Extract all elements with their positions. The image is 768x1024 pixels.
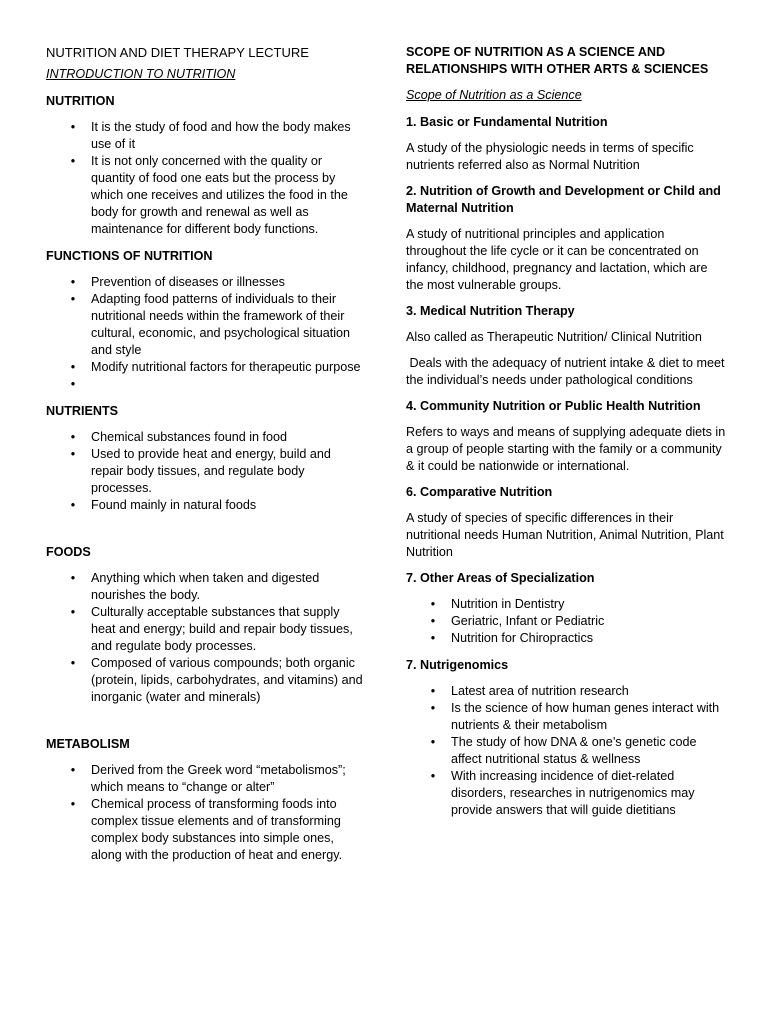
list-item: • Anything which when taken and digested nourishes the body. — [46, 570, 364, 604]
bullet-icon: • — [70, 154, 76, 168]
bullet-icon: • — [70, 120, 76, 134]
list-item: • Used to provide heat and energy, build and repair body tissues, and regulate body processes. — [46, 446, 364, 497]
foods-list — [46, 570, 364, 706]
list-item: • With increasing incidence of diet-related disorders, researches in nutrigenomics may provide answers that will guide dietitians — [406, 768, 728, 819]
list-item: • Culturally acceptable substances that supply heat and energy; build and repair body tissues, and regulate body processes. — [46, 604, 364, 655]
metabolism-list — [46, 762, 364, 864]
foods-heading: FOODS — [46, 545, 91, 559]
section-text-community: Refers to ways and means of supplying adequate diets in a group of people starting with the family or a community & it could be nationwide or international. — [406, 425, 726, 473]
section-heading-basic: 1. Basic or Fundamental Nutrition — [406, 115, 608, 129]
section-text-medical-2: Deals with the adequacy of nutrient intake & diet to meet the individual’s needs under pathological conditions — [406, 356, 729, 387]
bullet-icon: • — [70, 292, 76, 306]
list-item: • It is the study of food and how the body makes use of it — [46, 119, 364, 153]
bullet-icon: • — [70, 360, 76, 374]
section-heading-comparative: 6. Comparative Nutrition — [406, 485, 553, 499]
bullet-icon: • — [70, 605, 76, 619]
bullet-icon: • — [430, 735, 436, 749]
section-heading-growth: 2. Nutrition of Growth and Development or Child and Maternal Nutrition — [406, 184, 721, 215]
bullet-icon: • — [430, 701, 436, 715]
section-text-comparative: A study of species of specific differences in their nutritional needs Human Nutrition, Animal Nutrition, Plant Nutrition — [406, 511, 724, 559]
list-item: • Chemical process of transforming foods into complex tissue elements and of transforming complex body substances into simple ones, along with the production of heat and energy. — [46, 796, 364, 864]
bullet-icon: • — [430, 631, 436, 645]
left-column — [46, 44, 364, 874]
bullet-icon: • — [70, 763, 76, 777]
list-item: • Nutrition for Chiropractics — [406, 630, 728, 647]
nutrients-heading: NUTRIENTS — [46, 404, 119, 418]
list-item: • Derived from the Greek word “metabolismos”; which means to “change or alter” — [46, 762, 364, 796]
right-column — [406, 44, 728, 829]
bullet-icon: • — [430, 684, 436, 698]
nutrition-heading: NUTRITION — [46, 94, 115, 108]
bullet-icon: • — [70, 377, 76, 391]
list-item: • It is not only concerned with the quality or quantity of food one eats but the process by which one receives and utilizes the food in the body for growth and renewal as well as maintenance for different body functions. — [46, 153, 364, 238]
nutrition-list — [46, 119, 364, 238]
section-heading-medical: 3. Medical Nutrition Therapy — [406, 304, 575, 318]
scope-heading: SCOPE OF NUTRITION AS A SCIENCE AND RELATIONSHIPS WITH OTHER ARTS & SCIENCES — [406, 45, 709, 76]
bullet-icon: • — [430, 769, 436, 783]
nutrigenomics-list — [406, 683, 728, 819]
section-heading-nutrigenomics: 7. Nutrigenomics — [406, 658, 509, 672]
bullet-icon: • — [70, 447, 76, 461]
list-item — [46, 376, 364, 393]
scope-subheading: Scope of Nutrition as a Science — [406, 88, 582, 102]
intro-subtitle: INTRODUCTION TO NUTRITION — [46, 67, 236, 81]
bullet-icon: • — [70, 571, 76, 585]
list-item: • Modify nutritional factors for therapeutic purpose — [46, 359, 364, 376]
metabolism-heading: METABOLISM — [46, 737, 130, 751]
bullet-icon: • — [430, 597, 436, 611]
list-item: • Composed of various compounds; both organic (protein, lipids, carbohydrates, and vitamins) and inorganic (water and minerals) — [46, 655, 364, 706]
bullet-icon: • — [70, 656, 76, 670]
section-heading-specialization: 7. Other Areas of Specialization — [406, 571, 595, 585]
bullet-icon: • — [70, 275, 76, 289]
section-text-basic: A study of the physiologic needs in terms of specific nutrients referred also as Normal Nutrition — [406, 141, 694, 172]
section-text-growth: A study of nutritional principles and application throughout the life cycle or it can be concentrated on infancy, childhood, pregnancy and lactation, which are the most vulnerable groups. — [406, 227, 708, 292]
list-item: • The study of how DNA & one’s genetic code affect nutritional status & wellness — [406, 734, 728, 768]
specialization-list — [406, 596, 728, 647]
list-item: • Found mainly in natural foods — [46, 497, 364, 514]
list-item: • Adapting food patterns of individuals to their nutritional needs within the framework of their cultural, economic, and psychological situation and style — [46, 291, 364, 359]
section-text-medical-1: Also called as Therapeutic Nutrition/ Clinical Nutrition — [406, 330, 702, 344]
functions-heading: FUNCTIONS OF NUTRITION — [46, 249, 213, 263]
document-title: NUTRITION AND DIET THERAPY LECTURE — [46, 45, 309, 60]
bullet-icon: • — [70, 498, 76, 512]
nutrients-list — [46, 429, 364, 514]
list-item: • Chemical substances found in food — [46, 429, 364, 446]
list-item: • Prevention of diseases or illnesses — [46, 274, 364, 291]
list-item: • Geriatric, Infant or Pediatric — [406, 613, 728, 630]
bullet-icon: • — [70, 430, 76, 444]
section-heading-community: 4. Community Nutrition or Public Health Nutrition — [406, 399, 701, 413]
functions-list — [46, 274, 364, 393]
list-item: • Is the science of how human genes interact with nutrients & their metabolism — [406, 700, 728, 734]
bullet-icon: • — [70, 797, 76, 811]
bullet-icon: • — [430, 614, 436, 628]
list-item: • Latest area of nutrition research — [406, 683, 728, 700]
list-item: • Nutrition in Dentistry — [406, 596, 728, 613]
